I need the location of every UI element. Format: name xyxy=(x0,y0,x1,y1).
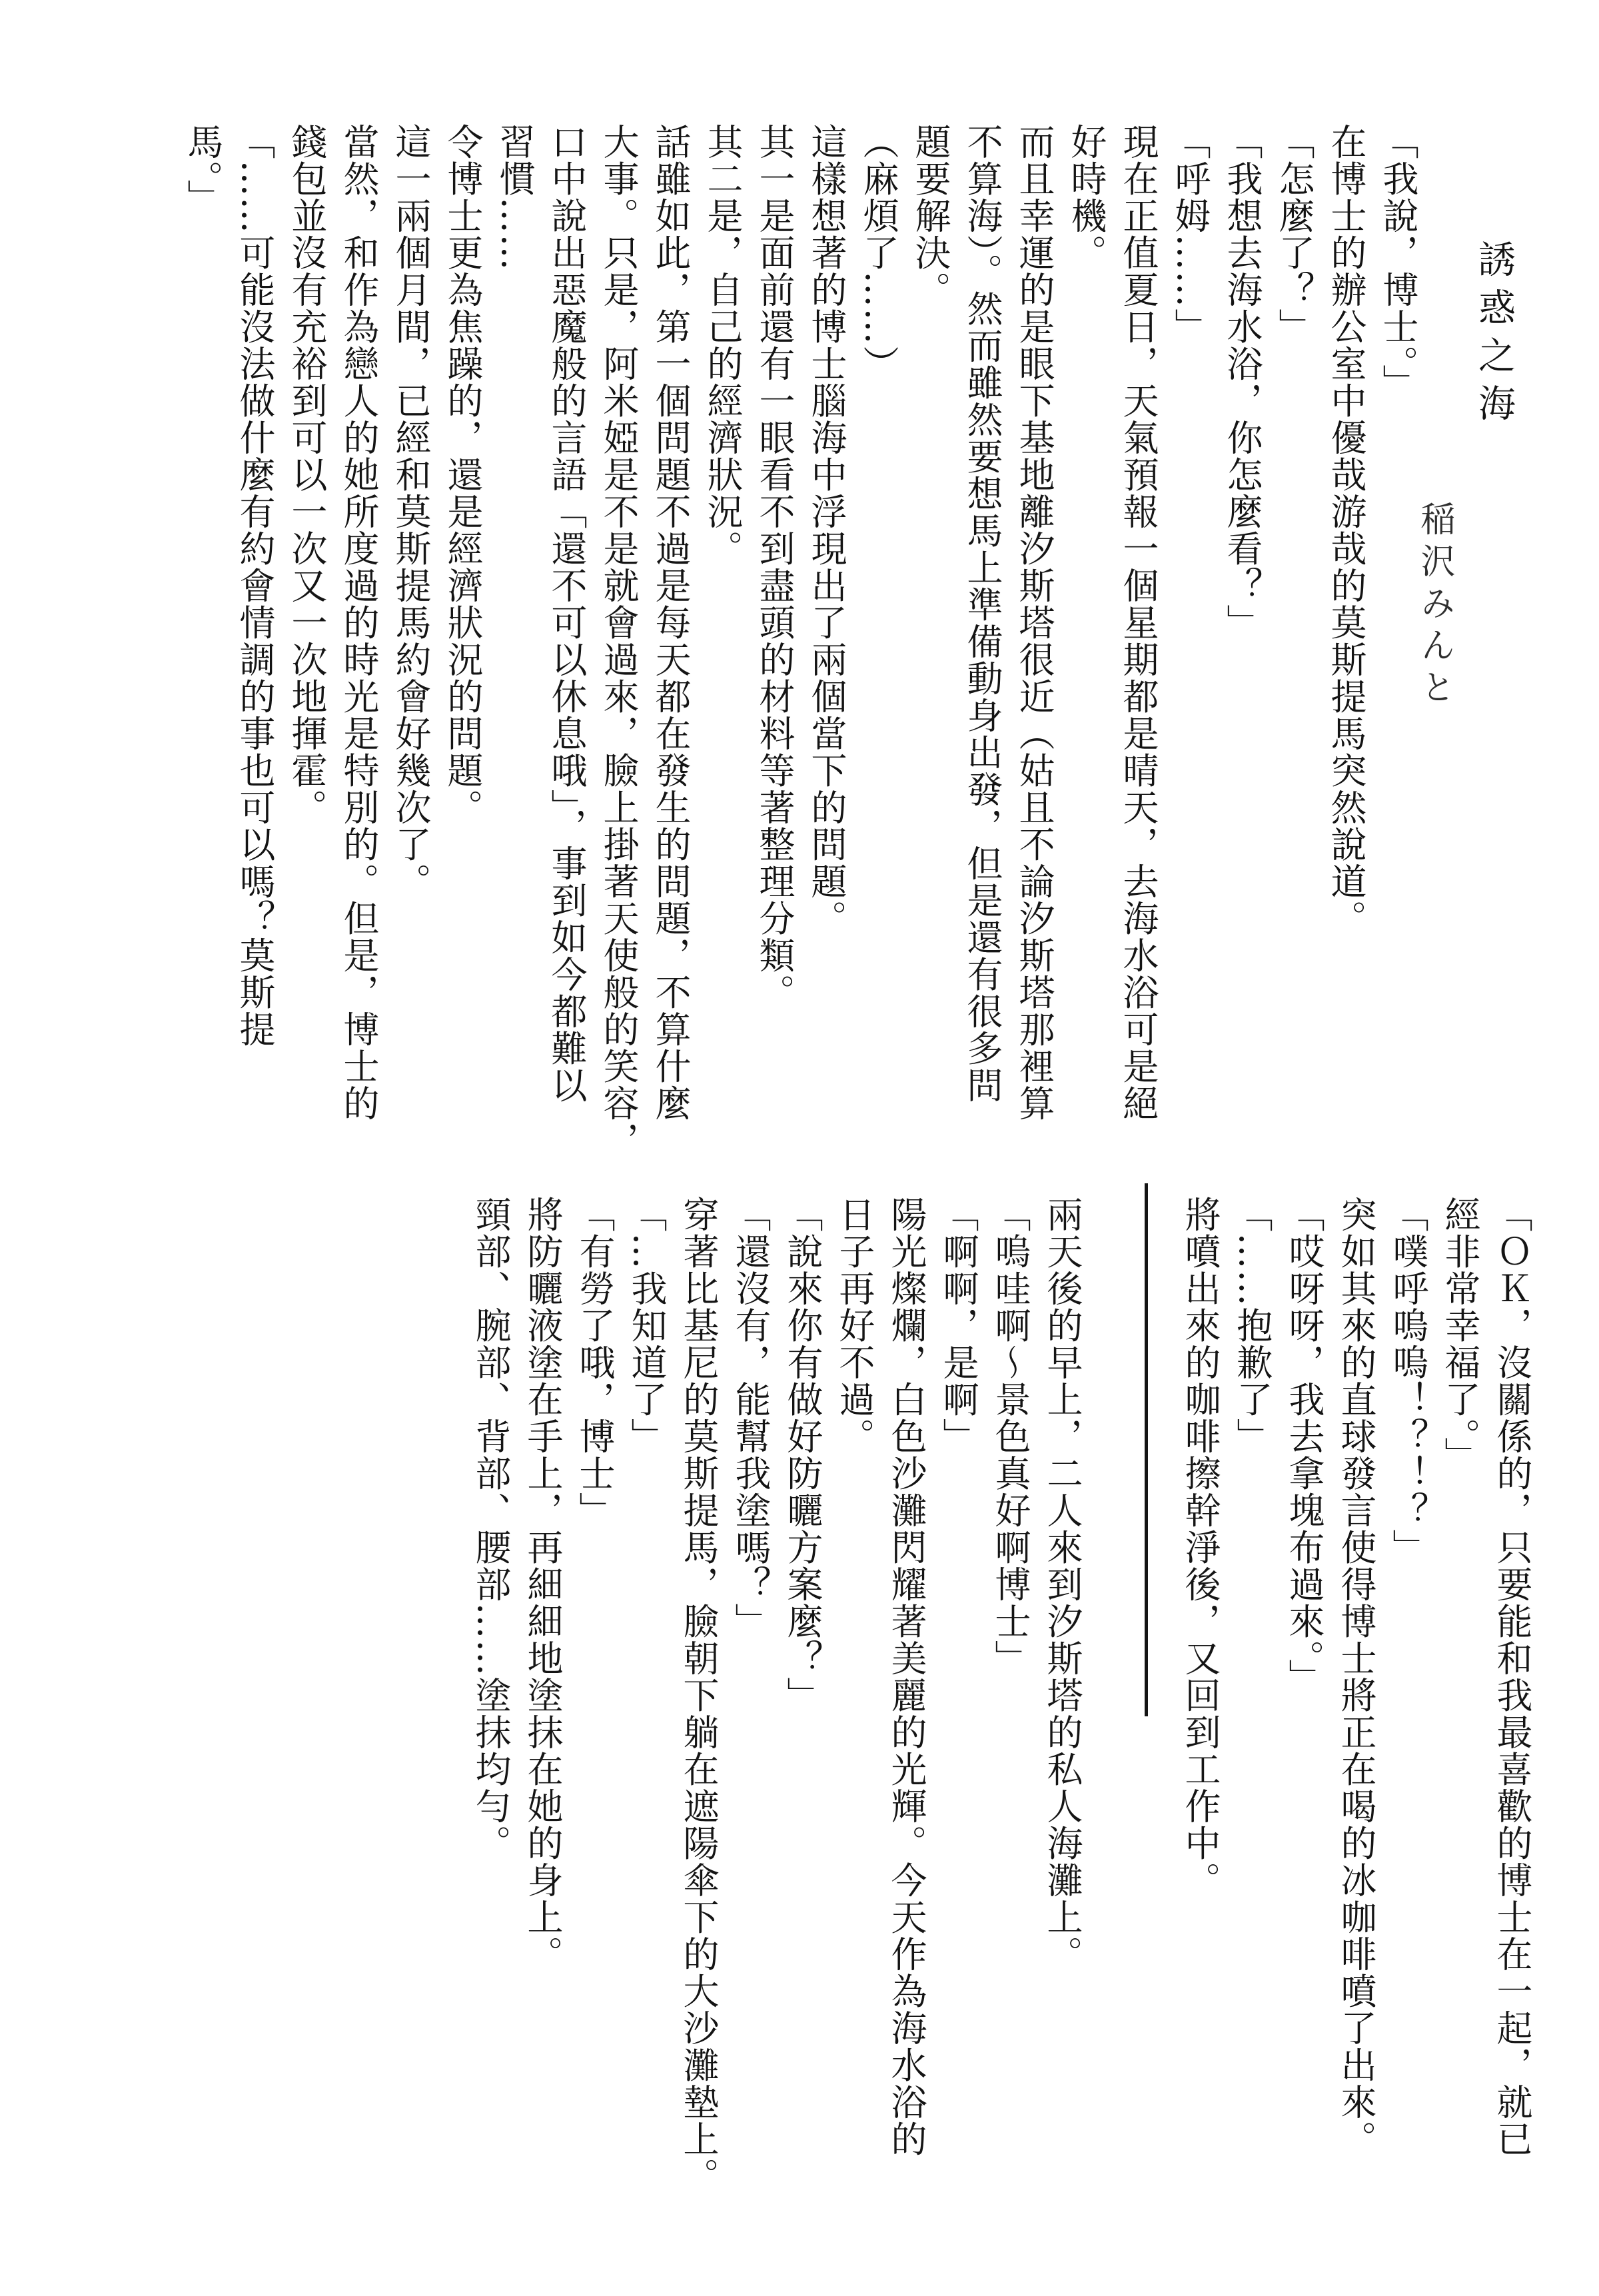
scene1-text-line: 「ＯＫ，沒關係的，只要能和我最喜歡的博士在一起，就已 xyxy=(1491,1196,1533,2157)
scene2-text-line: 兩天後的早上，二人來到汐斯塔的私人海灘上。 xyxy=(1041,1196,1083,1973)
upper-text-line: 口中說出惡魔般的言語「還不可以休息哦」，事到如今都難以 xyxy=(546,123,588,1104)
upper-tier-text xyxy=(177,123,1424,1169)
scene1-text-line: 「哎呀呀，我去拿塊布過來。」 xyxy=(1283,1196,1325,1696)
upper-text-line: 其一是面前還有一眼看不到盡頭的材料等著整理分類。 xyxy=(754,123,796,1011)
scene1-text-line: 經非常幸福了。」 xyxy=(1439,1196,1481,1474)
lower-tier-scene2-text xyxy=(464,1196,1088,2249)
upper-text-line: 在博士的辦公室中優哉游哉的莫斯提馬突然說道。 xyxy=(1325,123,1367,937)
upper-text-line: 馬。」 xyxy=(182,123,224,217)
upper-text-line: 錢包並沒有充裕到可以一次又一次地揮霍。 xyxy=(286,123,328,826)
scene2-text-line: 穿著比基尼的莫斯提馬，臉朝下躺在遮陽傘下的大沙灘墊上。 xyxy=(678,1196,720,2195)
upper-text-line: 這一兩個月間，已經和莫斯提馬約會好幾次了。 xyxy=(390,123,432,900)
upper-text-line: 好時機。 xyxy=(1065,123,1107,271)
upper-text-line: 習慣…… xyxy=(494,123,536,271)
scene1-text-line: 突如其來的直球發言使得博士將正在喝的冰咖啡噴了出來。 xyxy=(1335,1196,1377,2157)
scene2-text-line: 「嗚哇啊～景色真好啊博士」 xyxy=(989,1196,1031,1677)
scene-break-rule xyxy=(1145,1183,1148,1716)
story-title: 誘惑之海 xyxy=(1472,240,1516,432)
scene2-text-line: 將防曬液塗在手上，再細細地塗抹在她的身上。 xyxy=(522,1196,564,1973)
upper-text-line: （麻煩了……） xyxy=(857,123,899,382)
scene2-text-line: 「有勞了哦，博士」 xyxy=(574,1196,616,1529)
upper-text-line: 其二是，自己的經濟狀況。 xyxy=(702,123,744,567)
upper-text-line: 話雖如此，第一個問題不過是每天都在發生的問題，不算什麼 xyxy=(650,123,692,1122)
scene2-text-line: 「還沒有，能幫我塗嗎？」 xyxy=(730,1196,772,1640)
upper-text-line: 這樣想著的博士腦海中浮現出了兩個當下的問題。 xyxy=(805,123,847,937)
scene2-text-line: 陽光燦爛，白色沙灘閃耀著美麗的光輝。今天作為海水浴的 xyxy=(885,1196,927,2157)
upper-text-line: 而且幸運的是眼下基地離汐斯塔很近（姑且不論汐斯塔那裡算 xyxy=(1013,123,1055,1122)
scene2-text-line: 頸部、腕部、背部、腰部……塗抹均勻。 xyxy=(470,1196,512,1862)
upper-text-line: 「怎麼了？」 xyxy=(1273,123,1315,345)
lower-tier-scene1-text xyxy=(1174,1196,1538,2249)
upper-text-line: 當然，和作為戀人的她所度過的時光是特別的。但是，博士的 xyxy=(338,123,380,1122)
scene2-text-line: 日子再好不過。 xyxy=(833,1196,875,1455)
scene1-text-line: 「噗呼嗚嗚！？！？」 xyxy=(1387,1196,1429,1566)
scene1-text-line: 「……抱歉了」 xyxy=(1231,1196,1273,1455)
upper-text-line: 「……可能沒法做什麼有約會情調的事也可以嗎？莫斯提 xyxy=(234,123,276,1048)
scene2-text-line: 「說來你有做好防曬方案麼？」 xyxy=(782,1196,823,1714)
scene1-text-line: 將噴出來的咖啡擦幹淨後，又回到工作中。 xyxy=(1179,1196,1221,1899)
upper-text-line: 「呼姆……」 xyxy=(1169,123,1211,345)
upper-text-line: 題要解決。 xyxy=(909,123,951,308)
scene2-text-line: 「…我知道了」 xyxy=(626,1196,668,1455)
upper-text-line: 「我想去海水浴，你怎麼看？」 xyxy=(1221,123,1263,641)
upper-text-line: 大事。只是，阿米婭是不是就會過來，臉上掛著天使般的笑容， xyxy=(598,123,640,1159)
author-name: 稲沢みんと xyxy=(1414,501,1454,711)
upper-text-line: 令博士更為焦躁的，還是經濟狀況的問題。 xyxy=(442,123,484,826)
upper-text-line: 現在正值夏日，天氣預報一個星期都是晴天，去海水浴可是絕 xyxy=(1117,123,1159,1122)
upper-text-line: 「我說，博士。」 xyxy=(1377,123,1419,401)
upper-text-line: 不算海）。然而雖然要想馬上準備動身出發，但是還有很多問 xyxy=(961,123,1003,1104)
scene2-text-line: 「啊啊，是啊」 xyxy=(937,1196,979,1455)
